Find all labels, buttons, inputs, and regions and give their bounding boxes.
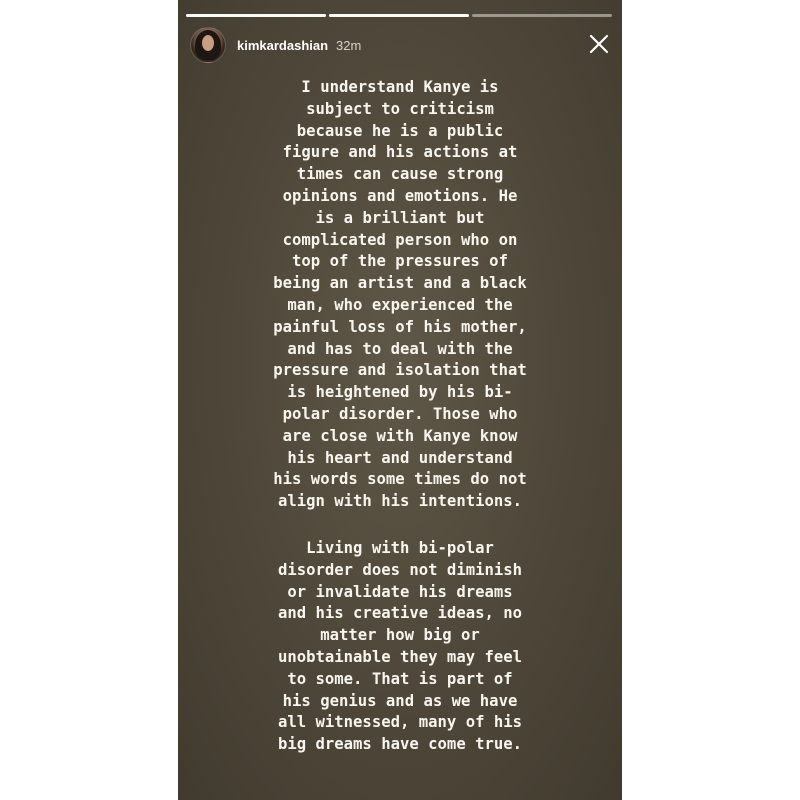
story-text-paragraph: Living with bi-polar disorder does not diminish or invalidate his dreams and his creative ideas, no matter how big or unobtainable they may feel to some. That is part of his genius and as we have all witnessed, many of his big dreams have come true. (277, 539, 523, 754)
close-icon (588, 33, 610, 55)
progress-fill (329, 14, 469, 17)
story-viewer[interactable] (178, 0, 622, 800)
story-progress-segment (472, 14, 612, 17)
close-button[interactable] (588, 33, 610, 55)
story-progress-segment (186, 14, 326, 17)
timestamp: 32m (336, 37, 362, 53)
progress-fill (186, 14, 326, 17)
story-header (190, 27, 361, 63)
username[interactable]: kimkardashian (237, 37, 329, 53)
avatar[interactable] (190, 27, 226, 63)
story-progress-segment (329, 14, 469, 17)
story-text-paragraph: I understand Kanye is subject to criticism because he is a public figure and his actions at times can cause strong opinions and emotions. He is a brilliant but complicated person who on top of the pressures of being an artist and a black man, who experienced the painful loss of his mother, and has to deal with the pressure and isolation that is heightened by his bi- polar disorder. Those who are close with Kanye know his heart and understand his words some times do not align with his intentions. (273, 78, 527, 511)
